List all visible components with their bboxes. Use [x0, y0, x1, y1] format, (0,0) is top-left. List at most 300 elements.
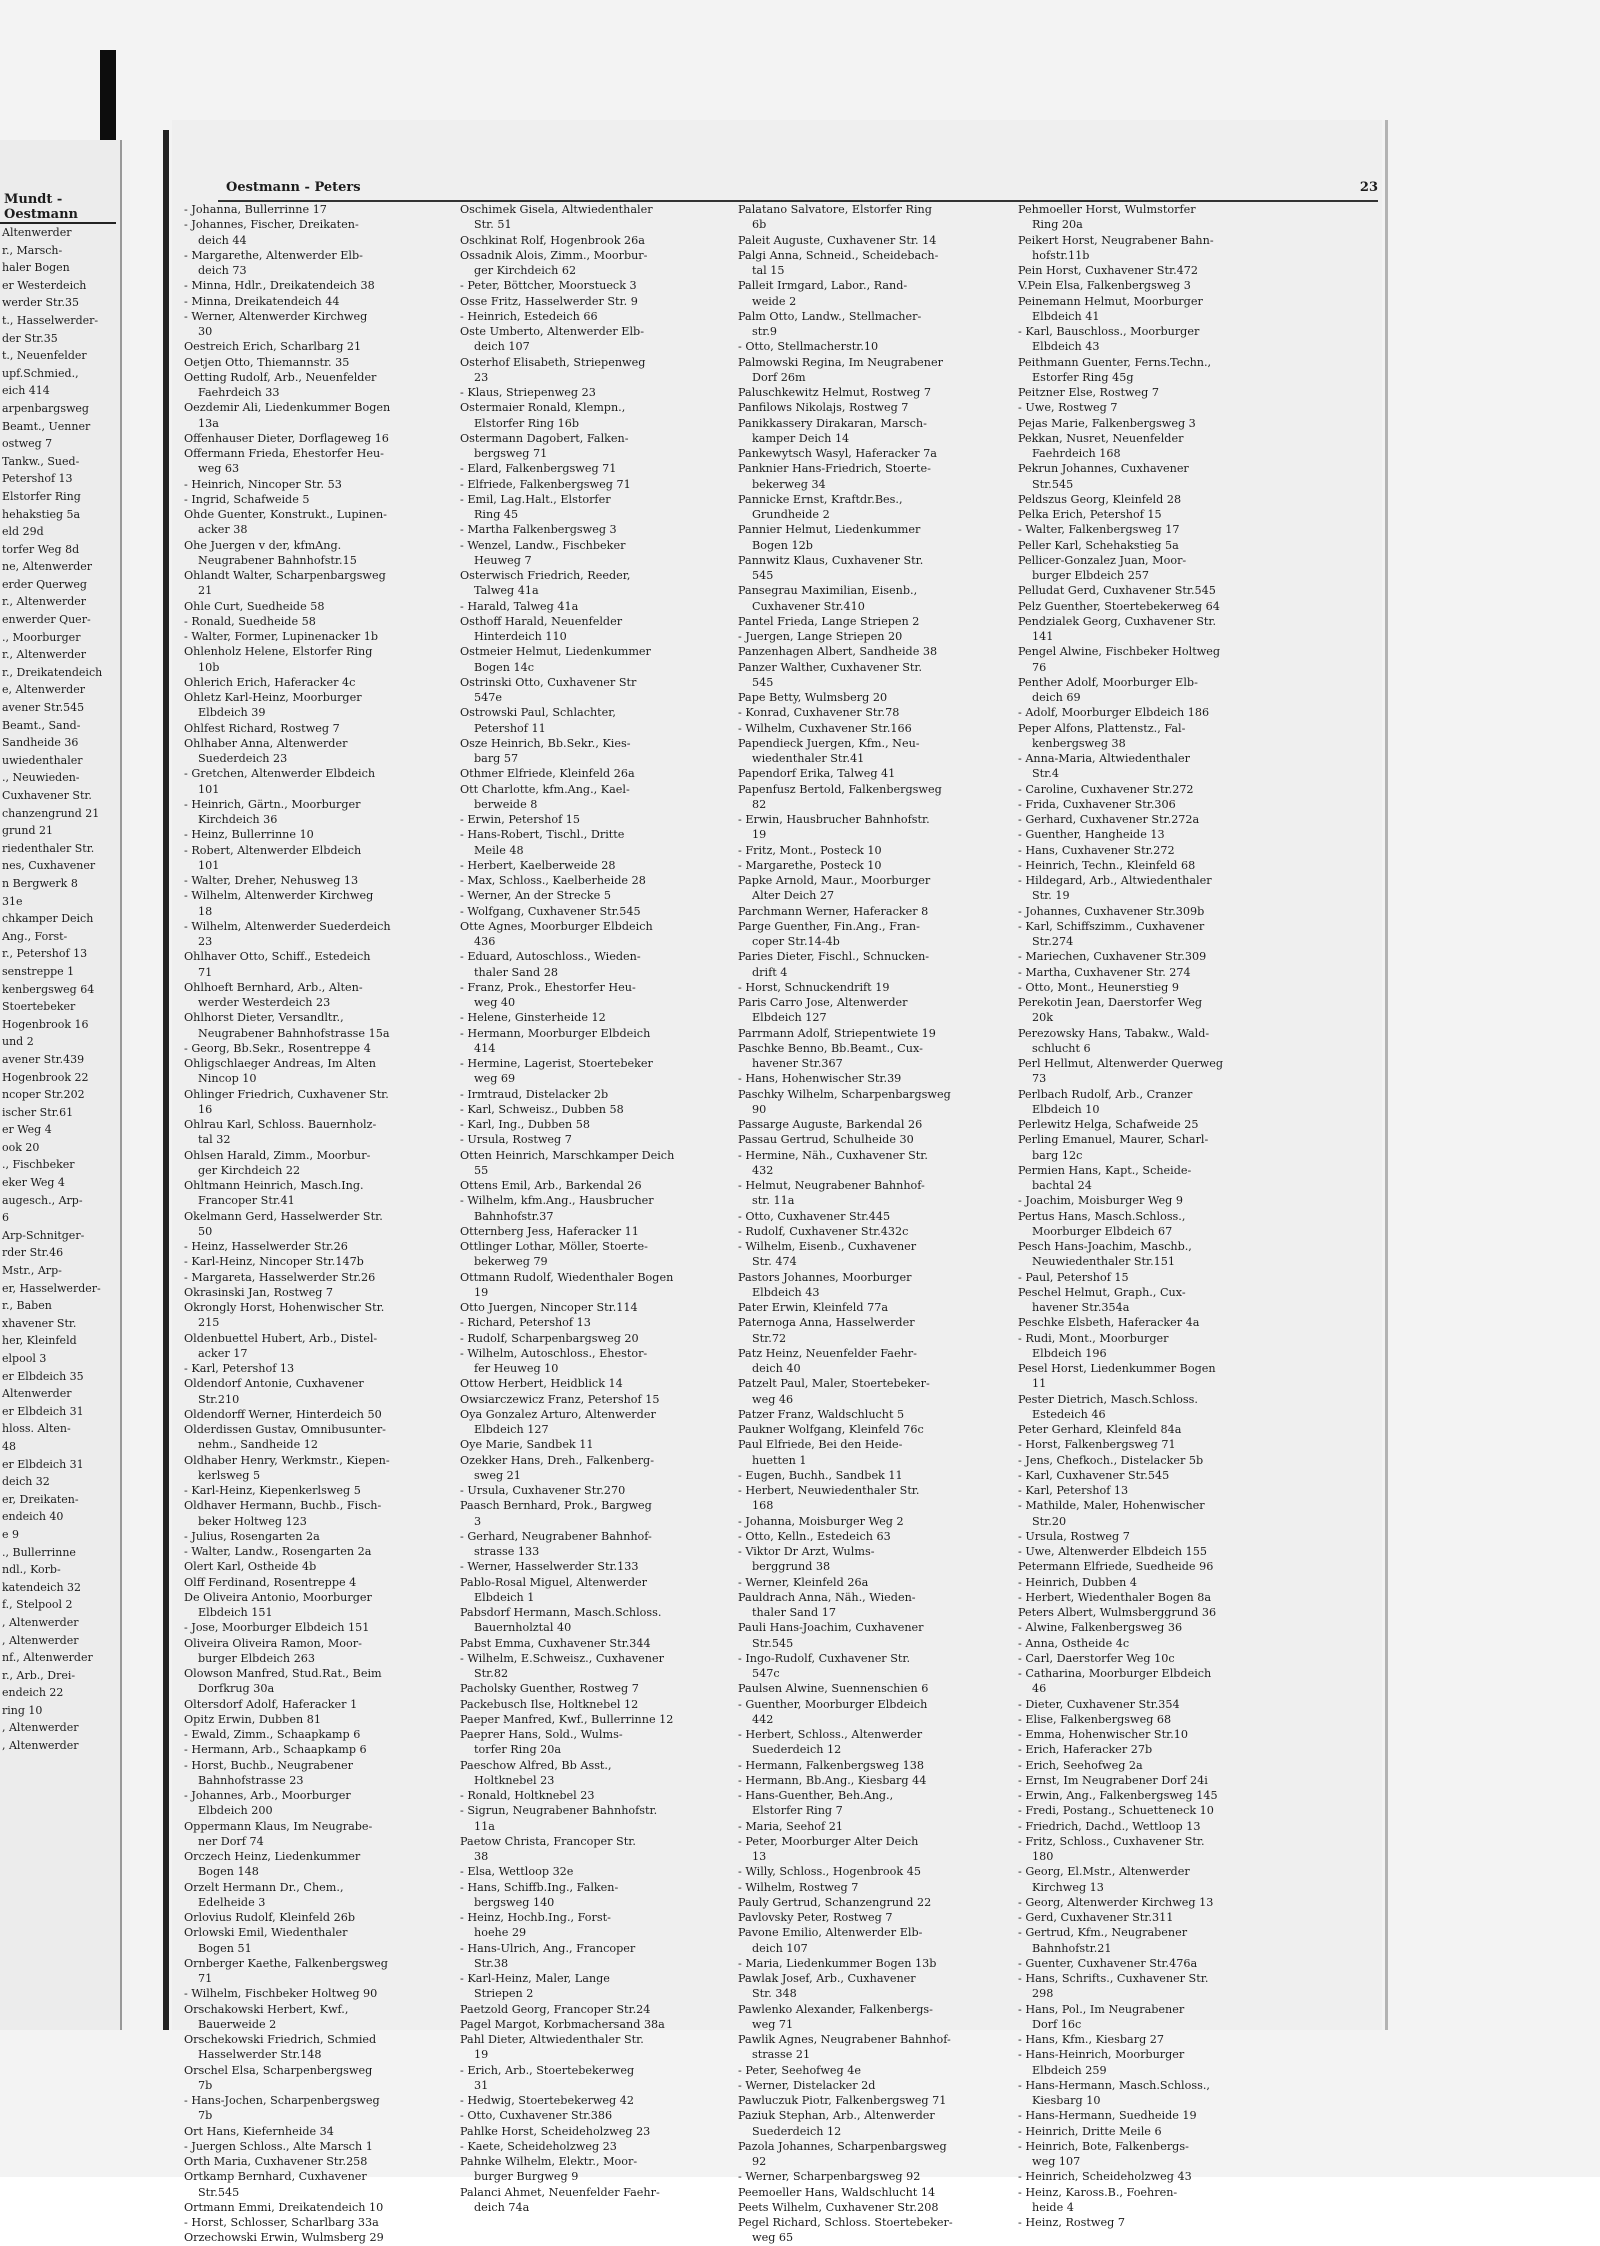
directory-entry: Pannwitz Klaus, Cuxhavener Str. [738, 553, 924, 567]
directory-entry: Paluschkewitz Helmut, Rostweg 7 [738, 386, 931, 399]
entry-continuation: 7b [198, 2109, 213, 2123]
directory-entry: Ohde Guenter, Konstrukt., Lupinen- [184, 508, 387, 521]
directory-entry: - Heinz, Kaross.B., Foehren- [1018, 2185, 1178, 2199]
left-page-line: n Bergwerk 8 [2, 876, 78, 890]
directory-entry: - Catharina, Moorburger Elbdeich [1018, 1667, 1212, 1680]
left-page-line: ., Neuwieden- [2, 771, 80, 785]
directory-entry: - Gerhard, Cuxhavener Str.272a [1018, 813, 1200, 826]
entry-continuation: strasse 21 [752, 2048, 811, 2062]
directory-entry: - Ronald, Holtknebel 23 [460, 1789, 595, 1802]
directory-entry: Ottmann Rudolf, Wiedenthaler Bogen [460, 1270, 674, 1284]
directory-entry: Ort Hans, Kiefernheide 34 [184, 2124, 334, 2138]
directory-entry: - Hans, Hohenwischer Str.39 [738, 1072, 902, 1086]
entry-continuation: 20k [1032, 1011, 1054, 1025]
directory-entry: - Hermine, Näh., Cuxhavener Str. [738, 1148, 928, 1162]
left-page-line: er, Hasselwerder- [2, 1281, 101, 1295]
left-page-line: werder Str.35 [2, 296, 79, 310]
directory-entry: - Wilhelm, kfm.Ang., Hausbrucher [460, 1194, 654, 1208]
directory-entry: Pastors Johannes, Moorburger [738, 1270, 912, 1284]
left-page-line: enwerder Quer- [2, 613, 91, 627]
directory-entry: - Viktor Dr Arzt, Wulms- [738, 1545, 875, 1558]
left-page-line: er Elbdeich 31 [2, 1457, 84, 1471]
directory-entry: - Harald, Talweg 41a [460, 599, 579, 613]
left-page-line: Petershof 13 [2, 472, 73, 486]
entry-continuation: 101 [198, 782, 220, 796]
directory-entry: Ohlenholz Helene, Elstorfer Ring [184, 645, 373, 659]
left-page-line: haler Bogen [2, 261, 70, 275]
directory-entry: Pekrun Johannes, Cuxhavener [1018, 462, 1189, 476]
directory-entry: Paasch Bernhard, Prok., Bargweg [460, 1499, 652, 1513]
entry-continuation: 19 [474, 1285, 489, 1299]
directory-entry: Paris Carro Jose, Altenwerder [738, 996, 908, 1009]
directory-entry: Otternberg Jess, Haferacker 11 [460, 1224, 639, 1238]
directory-entry: - Juergen, Lange Striepen 20 [738, 630, 903, 643]
directory-entry: - Margarethe, Altenwerder Elb- [184, 248, 363, 262]
entry-continuation: 442 [752, 1712, 774, 1726]
directory-entry: Pahlke Horst, Scheideholzweg 23 [460, 2124, 651, 2138]
entry-continuation: weide 2 [752, 294, 797, 308]
directory-entry: - Rudolf, Cuxhavener Str.432c [738, 1224, 909, 1238]
directory-entry: Ottlinger Lothar, Möller, Stoerte- [460, 1240, 648, 1253]
entry-continuation: nehm., Sandheide 12 [198, 1438, 318, 1452]
column-3 [738, 202, 1010, 2245]
directory-entry: - Helmut, Neugrabener Bahnhof- [738, 1179, 925, 1192]
directory-entry: Passau Gertrud, Schulheide 30 [738, 1133, 914, 1147]
entry-continuation: 30 [198, 325, 213, 338]
directory-entry: - Konrad, Cuxhavener Str.78 [738, 706, 900, 720]
directory-entry: Ohletz Karl-Heinz, Moorburger [184, 691, 362, 704]
directory-entry: - Hermann, Moorburger Elbdeich [460, 1026, 651, 1040]
entry-continuation: Elbdeich 151 [198, 1606, 273, 1619]
directory-entry: - Caroline, Cuxhavener Str.272 [1018, 782, 1194, 796]
directory-entry: - Herbert, Schloss., Altenwerder [738, 1728, 923, 1741]
directory-entry: Orzechowski Erwin, Wulmsberg 29 [184, 2231, 384, 2245]
directory-entry: - Heinrich, Dritte Meile 6 [1018, 2124, 1162, 2138]
entry-continuation: torfer Ring 20a [474, 1743, 562, 1757]
directory-entry: - Hermann, Falkenbergsweg 138 [738, 1758, 925, 1772]
entry-continuation: Str.38 [474, 1956, 509, 1970]
directory-entry: Paukner Wolfgang, Kleinfeld 76c [738, 1423, 924, 1436]
directory-entry: Paul Elfriede, Bei den Heide- [738, 1438, 903, 1452]
directory-entry: Peikert Horst, Neugrabener Bahn- [1018, 233, 1214, 247]
directory-entry: - Georg, Bb.Sekr., Rosentreppe 4 [184, 1041, 371, 1055]
entry-continuation: Elstorfer Ring 7 [752, 1804, 843, 1818]
entry-continuation: 432 [752, 1163, 774, 1177]
directory-entry: Peschel Helmut, Graph., Cux- [1018, 1285, 1186, 1299]
directory-entry: Papenfusz Bertold, Falkenbergsweg [738, 782, 942, 796]
directory-entry: Orth Maria, Cuxhavener Str.258 [184, 2155, 368, 2168]
entry-continuation: sweg 21 [474, 1468, 521, 1482]
directory-entry: Ortkamp Bernhard, Cuxhavener [184, 2170, 367, 2184]
entry-continuation: 13 [752, 1850, 767, 1863]
directory-entry: - Gertrud, Kfm., Neugrabener [1018, 1926, 1188, 1940]
gutter-shadow [163, 130, 169, 2030]
left-page-line: riedenthaler Str. [2, 841, 95, 855]
directory-entry: - Ewald, Zimm., Schaapkamp 6 [184, 1728, 361, 1741]
directory-entry: - Paul, Petershof 15 [1018, 1270, 1129, 1284]
entry-continuation: kamper Deich 14 [752, 431, 850, 445]
directory-entry: Paeper Manfred, Kwf., Bullerrinne 12 [460, 1712, 674, 1726]
left-page-line: katendeich 32 [2, 1580, 82, 1594]
entry-continuation: Str. 19 [1032, 889, 1070, 903]
entry-continuation: Str.82 [474, 1667, 509, 1680]
directory-entry: - Max, Schloss., Kaelberheide 28 [460, 874, 646, 887]
directory-entry: Pellicer-Gonzalez Juan, Moor- [1018, 553, 1187, 567]
directory-entry: Ohlfest Richard, Rostweg 7 [184, 721, 340, 735]
directory-entry: Papendieck Juergen, Kfm., Neu- [738, 736, 920, 750]
directory-entry: - Otto, Mont., Heunerstieg 9 [1018, 980, 1179, 994]
left-page-line: Hogenbrook 16 [2, 1017, 89, 1031]
directory-entry: - Wilhelm, Fischbeker Holtweg 90 [184, 1987, 378, 2001]
directory-entry: Ott Charlotte, kfm.Ang., Kael- [460, 782, 630, 796]
directory-entry: Pavone Emilio, Altenwerder Elb- [738, 1926, 923, 1940]
directory-entry: - Werner, Hasselwerder Str.133 [460, 1560, 639, 1574]
left-page-line: grund 21 [2, 824, 54, 838]
page-header [218, 178, 1378, 202]
entry-continuation: Str.20 [1032, 1514, 1067, 1528]
entry-continuation: 3 [474, 1514, 482, 1528]
left-page-line: ne, Altenwerder [2, 560, 93, 574]
left-page-line: Stoertebeker [2, 1000, 76, 1014]
directory-entry: Paschky Wilhelm, Scharpenbargsweg [738, 1087, 951, 1101]
entry-continuation: weg 63 [198, 462, 240, 476]
entry-continuation: Bogen 148 [198, 1865, 259, 1879]
entry-continuation: 92 [752, 2155, 767, 2168]
directory-entry: Osze Heinrich, Bb.Sekr., Kies- [460, 736, 631, 750]
entry-continuation: 71 [198, 1972, 213, 1985]
directory-entry: Perekotin Jean, Daerstorfer Weg [1018, 996, 1203, 1009]
directory-entry: - Karl, Schiffszimm., Cuxhavener [1018, 919, 1205, 933]
directory-entry: - Julius, Rosengarten 2a [184, 1529, 320, 1543]
directory-entry: Pesch Hans-Joachim, Maschb., [1018, 1240, 1192, 1253]
directory-entry: Pansegrau Maximilian, Eisenb., [738, 584, 918, 598]
directory-entry: Ortmann Emmi, Dreikatendeich 10 [184, 2200, 384, 2214]
entry-continuation: Bauerweide 2 [198, 2017, 277, 2031]
directory-entry: Ohltmann Heinrich, Masch.Ing. [184, 1179, 364, 1192]
left-page-line: ring 10 [2, 1703, 43, 1717]
directory-entry: Pacholsky Guenther, Rostweg 7 [460, 1682, 639, 1696]
entry-continuation: werder Westerdeich 23 [198, 996, 331, 1009]
entry-continuation: drift 4 [752, 965, 788, 979]
left-page-line: r., Baben [2, 1299, 52, 1313]
left-page-line: ., Moorburger [2, 630, 81, 644]
left-page-line: , Altenwerder [2, 1633, 79, 1647]
directory-entry: - Franz, Prok., Ehestorfer Heu- [460, 980, 636, 994]
directory-entry: - Eduard, Autoschloss., Wieden- [460, 950, 641, 964]
entry-continuation: Petershof 11 [474, 721, 546, 735]
directory-entry: Ohlhaver Otto, Schiff., Estedeich [184, 950, 371, 964]
entry-continuation: weg 40 [474, 996, 516, 1009]
directory-entry: - Ronald, Suedheide 58 [184, 614, 316, 628]
directory-entry: Peemoeller Hans, Waldschlucht 14 [738, 2185, 936, 2199]
entry-continuation: Elstorfer Ring 16b [474, 416, 580, 430]
entry-continuation: Bahnhofstr.37 [474, 1209, 554, 1223]
directory-entry: - Martha, Cuxhavener Str. 274 [1018, 965, 1191, 979]
entry-continuation: Elbdeich 10 [1032, 1102, 1100, 1116]
directory-entry: - Heinz, Hochb.Ing., Forst- [460, 1911, 611, 1924]
directory-entry: Pabst Emma, Cuxhavener Str.344 [460, 1636, 651, 1650]
entry-continuation: 73 [1032, 1072, 1047, 1086]
entry-continuation: Dorf 26m [752, 370, 806, 384]
directory-entry: - Peter, Moorburger Alter Deich [738, 1834, 919, 1848]
entry-continuation: Str.274 [1032, 935, 1074, 948]
left-page-line: ostweg 7 [2, 437, 53, 451]
entry-continuation: 90 [752, 1102, 767, 1116]
left-page-line: Cuxhavener Str. [2, 789, 92, 802]
directory-entry: Pein Horst, Cuxhavener Str.472 [1018, 264, 1198, 277]
directory-entry: Pendzialek Georg, Cuxhavener Str. [1018, 614, 1217, 628]
directory-entry: - Richard, Petershof 13 [460, 1316, 591, 1330]
entry-continuation: kenbergsweg 38 [1032, 736, 1126, 750]
directory-entry: Pesel Horst, Liedenkummer Bogen [1018, 1362, 1216, 1375]
entry-continuation: Heuweg 7 [474, 553, 532, 567]
left-page-line: , Altenwerder [2, 1615, 79, 1629]
directory-entry: - Otto, Cuxhavener Str.445 [738, 1209, 891, 1223]
directory-entry: Oschkinat Rolf, Hogenbrook 26a [460, 233, 645, 247]
left-page-line: arpenbargsweg [2, 401, 89, 415]
directory-entry: Peter Gerhard, Kleinfeld 84a [1018, 1423, 1182, 1436]
page-number: 23 [1359, 180, 1378, 195]
entry-continuation: Moorburger Elbdeich 67 [1032, 1224, 1173, 1238]
directory-entry: V.Pein Elsa, Falkenbergsweg 3 [1018, 279, 1191, 293]
column-1 [184, 202, 456, 2245]
directory-entry: Ohlerich Erich, Haferacker 4c [184, 675, 356, 689]
directory-entry: - Alwine, Falkenbergsweg 36 [1018, 1621, 1183, 1635]
entry-continuation: Bauernholztal 40 [474, 1621, 572, 1635]
left-page-line: , Altenwerder [2, 1721, 79, 1735]
directory-entry: - Peter, Seehofweg 4e [738, 2063, 861, 2077]
left-page-line: Mstr., Arp- [2, 1264, 62, 1278]
entry-continuation: schlucht 6 [1032, 1041, 1091, 1055]
entry-continuation: Elbdeich 43 [1032, 340, 1100, 354]
directory-entry: Pavlovsky Peter, Rostweg 7 [738, 1911, 893, 1924]
directory-entry: Paries Dieter, Fischl., Schnucken- [738, 950, 930, 964]
directory-entry: - Karl, Bauschloss., Moorburger [1018, 325, 1200, 338]
directory-entry: - Werner, Scharpenbargsweg 92 [738, 2170, 921, 2184]
entry-continuation: 547c [752, 1667, 780, 1680]
directory-entry: - Heinrich, Dubben 4 [1018, 1575, 1138, 1589]
directory-entry: - Anna, Ostheide 4c [1018, 1636, 1130, 1650]
directory-entry: Ohlrau Karl, Schloss. Bauernholz- [184, 1118, 377, 1131]
directory-entry: - Wilhelm, Altenwerder Kirchweg [184, 889, 374, 903]
entry-continuation: 46 [1032, 1682, 1047, 1696]
directory-entry: Peldszus Georg, Kleinfeld 28 [1018, 492, 1182, 506]
left-page-line: r., Arb., Drei- [2, 1668, 76, 1682]
directory-entry: - Erwin, Ang., Falkenbergsweg 145 [1018, 1789, 1218, 1802]
left-page-line: eld 29d [2, 525, 44, 539]
directory-entry: - Heinz, Bullerrinne 10 [184, 828, 314, 842]
left-page-line: torfer Weg 8d [2, 542, 80, 556]
directory-entry: Oldendorf Antonie, Cuxhavener [184, 1377, 364, 1391]
directory-entry: Parrmann Adolf, Striepentwiete 19 [738, 1026, 936, 1040]
directory-entry: Passarge Auguste, Barkendal 26 [738, 1118, 923, 1131]
entry-continuation: deich 69 [1032, 691, 1081, 704]
left-page-line: r., Altenwerder [2, 595, 87, 609]
directory-entry: Petermann Elfriede, Suedheide 96 [1018, 1560, 1214, 1574]
directory-entry: Otto Juergen, Nincoper Str.114 [460, 1301, 638, 1314]
entry-continuation: Elbdeich 39 [198, 706, 266, 720]
left-page-line: e 9 [2, 1527, 20, 1541]
directory-entry: Paetow Christa, Francoper Str. [460, 1834, 636, 1848]
directory-entry: Ohligschlaeger Andreas, Im Alten [184, 1057, 376, 1070]
directory-entry: Osterhof Elisabeth, Striepenweg [460, 355, 646, 369]
directory-entry: - Horst, Schnuckendrift 19 [738, 980, 890, 994]
entry-continuation: weg 71 [752, 2017, 794, 2031]
directory-entry: - Karl, Schweisz., Dubben 58 [460, 1102, 624, 1116]
entry-continuation: heide 4 [1032, 2200, 1074, 2214]
directory-entry: Pawlak Josef, Arb., Cuxhavener [738, 1972, 916, 1985]
left-page-line: hloss. Alten- [2, 1422, 71, 1436]
left-page-line: ., Bullerrinne [2, 1545, 76, 1559]
directory-entry: Pantel Frieda, Lange Striepen 2 [738, 614, 920, 628]
directory-entry: Parchmann Werner, Haferacker 8 [738, 904, 929, 918]
entry-continuation: thaler Sand 17 [752, 1606, 836, 1619]
entry-continuation: weg 107 [1032, 2155, 1081, 2168]
page-edge [1385, 120, 1388, 2030]
entry-continuation: deich 107 [752, 1941, 808, 1955]
entry-continuation: deich 107 [474, 340, 530, 354]
entry-continuation: weg 65 [752, 2231, 794, 2245]
directory-entry: - Robert, Altenwerder Elbdeich [184, 843, 362, 857]
directory-entry: Orschakowski Herbert, Kwf., [184, 2002, 349, 2016]
directory-entry: Orschel Elsa, Scharpenbergsweg [184, 2063, 373, 2077]
entry-continuation: Str.72 [752, 1331, 787, 1345]
entry-continuation: Str. 348 [752, 1987, 797, 2001]
left-page-line: er, Dreikaten- [2, 1492, 79, 1506]
directory-entry: - Georg, Altenwerder Kirchweg 13 [1018, 1895, 1214, 1909]
entry-continuation: 23 [198, 935, 213, 948]
entry-continuation: 6b [752, 218, 767, 232]
entry-continuation: Bahnhofstr.21 [1032, 1941, 1112, 1955]
directory-entry: Papendorf Erika, Talweg 41 [738, 767, 896, 781]
entry-continuation: 141 [1032, 630, 1054, 643]
directory-entry: Palatano Salvatore, Elstorfer Ring [738, 203, 932, 216]
entry-continuation: Kirchweg 13 [1032, 1880, 1104, 1894]
directory-entry: Packebusch Ilse, Holtknebel 12 [460, 1697, 639, 1711]
directory-entry: - Heinrich, Nincoper Str. 53 [184, 477, 342, 491]
entry-continuation: 19 [752, 828, 767, 842]
directory-entry: Patzelt Paul, Maler, Stoertebeker- [738, 1377, 930, 1391]
directory-entry: Permien Hans, Kapt., Scheide- [1018, 1163, 1192, 1177]
directory-entry: - Horst, Schlosser, Scharlbarg 33a [184, 2216, 379, 2229]
entry-continuation: Elbdeich 127 [474, 1423, 549, 1436]
directory-entry: - Hermine, Lagerist, Stoertebeker [460, 1057, 653, 1070]
directory-entry: - Hans, Pol., Im Neugrabener [1018, 2002, 1185, 2016]
directory-entry: - Mariechen, Cuxhavener Str.309 [1018, 950, 1207, 964]
directory-entry: Ostermann Dagobert, Falken- [460, 431, 629, 445]
directory-entry: - Emma, Hohenwischer Str.10 [1018, 1728, 1188, 1741]
left-page-lines [0, 224, 120, 1755]
directory-entry: - Hedwig, Stoertebekerweg 42 [460, 2094, 634, 2107]
entry-continuation: 436 [474, 935, 496, 948]
directory-entry: Peitzner Else, Rostweg 7 [1018, 386, 1159, 399]
entry-continuation: Bogen 12b [752, 538, 813, 552]
entry-continuation: Str. 51 [474, 218, 512, 232]
directory-entry: - Gerhard, Neugrabener Bahnhof- [460, 1529, 652, 1543]
left-page-line: chkamper Deich [2, 912, 94, 926]
directory-entry: - Emil, Lag.Halt., Elstorfer [460, 492, 611, 506]
left-page-line: r., Dreikatendeich [2, 665, 103, 679]
directory-entry: Olowson Manfred, Stud.Rat., Beim [184, 1667, 382, 1680]
directory-entry: - Ursula, Rostweg 7 [1018, 1529, 1130, 1543]
entry-continuation: beker Holtweg 123 [198, 1514, 307, 1528]
directory-entry: Pablo-Rosal Miguel, Altenwerder [460, 1575, 648, 1589]
directory-entry: Oldhaber Henry, Werkmstr., Kiepen- [184, 1453, 390, 1467]
entry-continuation: Str.4 [1032, 767, 1059, 781]
entry-continuation: bekerweg 79 [474, 1255, 548, 1269]
directory-entry: - Erich, Arb., Stoertebekerweg [460, 2063, 635, 2077]
directory-entry: - Sigrun, Neugrabener Bahnhofstr. [460, 1804, 658, 1818]
left-page-line: ook 20 [2, 1140, 40, 1154]
directory-entry: Ornberger Kaethe, Falkenbergsweg [184, 1956, 388, 1970]
directory-entry: - Hans, Schiffb.Ing., Falken- [460, 1880, 619, 1894]
directory-entry: - Johannes, Arb., Moorburger [184, 1789, 351, 1802]
left-page-line: t., Neuenfelder [2, 349, 87, 363]
directory-entry: Patz Heinz, Neuenfelder Faehr- [738, 1346, 917, 1360]
directory-entry: - Georg, El.Mstr., Altenwerder [1018, 1865, 1190, 1879]
directory-entry: Paeprer Hans, Sold., Wulms- [460, 1728, 623, 1741]
entry-continuation: str.9 [752, 325, 778, 338]
entry-continuation: berggrund 38 [752, 1560, 831, 1574]
directory-entry: - Ingo-Rudolf, Cuxhavener Str. [738, 1651, 911, 1665]
directory-entry: Oldenbuettel Hubert, Arb., Distel- [184, 1331, 378, 1345]
left-page-line: upf.Schmied., [2, 366, 79, 380]
directory-entry: - Anna-Maria, Altwiedenthaler [1018, 752, 1190, 765]
directory-entry: Okelmann Gerd, Hasselwerder Str. [184, 1209, 383, 1223]
directory-entry: Pahl Dieter, Altwiedenthaler Str. [460, 2033, 644, 2046]
entry-continuation: Elbdeich 259 [1032, 2063, 1107, 2077]
directory-entry: Oste Umberto, Altenwerder Elb- [460, 325, 644, 338]
directory-entry: Paeschow Alfred, Bb Asst., [460, 1758, 612, 1772]
directory-entry: Oppermann Klaus, Im Neugrabe- [184, 1819, 373, 1833]
left-page-line: eker Weg 4 [2, 1176, 65, 1190]
entry-continuation: Elbdeich 41 [1032, 309, 1100, 323]
entry-continuation: Str.210 [198, 1392, 240, 1406]
directory-entry: - Heinrich, Estedeich 66 [460, 309, 598, 323]
left-page-line: her, Kleinfeld [2, 1334, 77, 1348]
directory-entry: - Heinrich, Techn., Kleinfeld 68 [1018, 858, 1196, 872]
directory-entry: - Heinz, Rostweg 7 [1018, 2216, 1125, 2229]
entry-continuation: bachtal 24 [1032, 1179, 1092, 1192]
left-page-line: er Westerdeich [2, 278, 87, 292]
directory-entry: - Uwe, Altenwerder Elbdeich 155 [1018, 1545, 1207, 1558]
directory-entry: Perezowsky Hans, Tabakw., Wald- [1018, 1026, 1210, 1040]
directory-entry: Pauli Hans-Joachim, Cuxhavener [738, 1621, 924, 1635]
entry-continuation: Ring 45 [474, 508, 519, 521]
entry-continuation: 545 [752, 675, 774, 689]
left-page-line: Tankw., Sued- [2, 454, 80, 468]
directory-entry: Oye Marie, Sandbek 11 [460, 1438, 594, 1452]
left-page-line: uwiedenthaler [2, 753, 83, 767]
entry-continuation: 215 [198, 1316, 220, 1330]
directory-entry: - Carl, Daerstorfer Weg 10c [1018, 1651, 1175, 1665]
entry-continuation: str. 11a [752, 1194, 795, 1208]
directory-entry: - Rudi, Mont., Moorburger [1018, 1331, 1169, 1345]
directory-entry: - Otto, Stellmacherstr.10 [738, 340, 879, 354]
directory-entry: - Hans, Kfm., Kiesbarg 27 [1018, 2033, 1165, 2046]
entry-continuation: bergsweg 71 [474, 447, 548, 460]
entry-continuation: wiedenthaler Str.41 [752, 752, 865, 765]
entry-continuation: 11a [474, 1819, 495, 1833]
entry-continuation: deich 44 [198, 233, 247, 247]
entry-continuation: Dorfkrug 30a [198, 1682, 275, 1696]
left-page-header: Mundt - Oestmann [0, 140, 116, 224]
directory-entry: Oezdemir Ali, Liedenkummer Bogen [184, 401, 391, 415]
column-2 [460, 202, 732, 2214]
directory-entry: - Hans, Schrifts., Cuxhavener Str. [1018, 1972, 1209, 1985]
directory-entry: - Walter, Dreher, Nehusweg 13 [184, 874, 359, 887]
entry-continuation: ner Dorf 74 [198, 1834, 264, 1848]
